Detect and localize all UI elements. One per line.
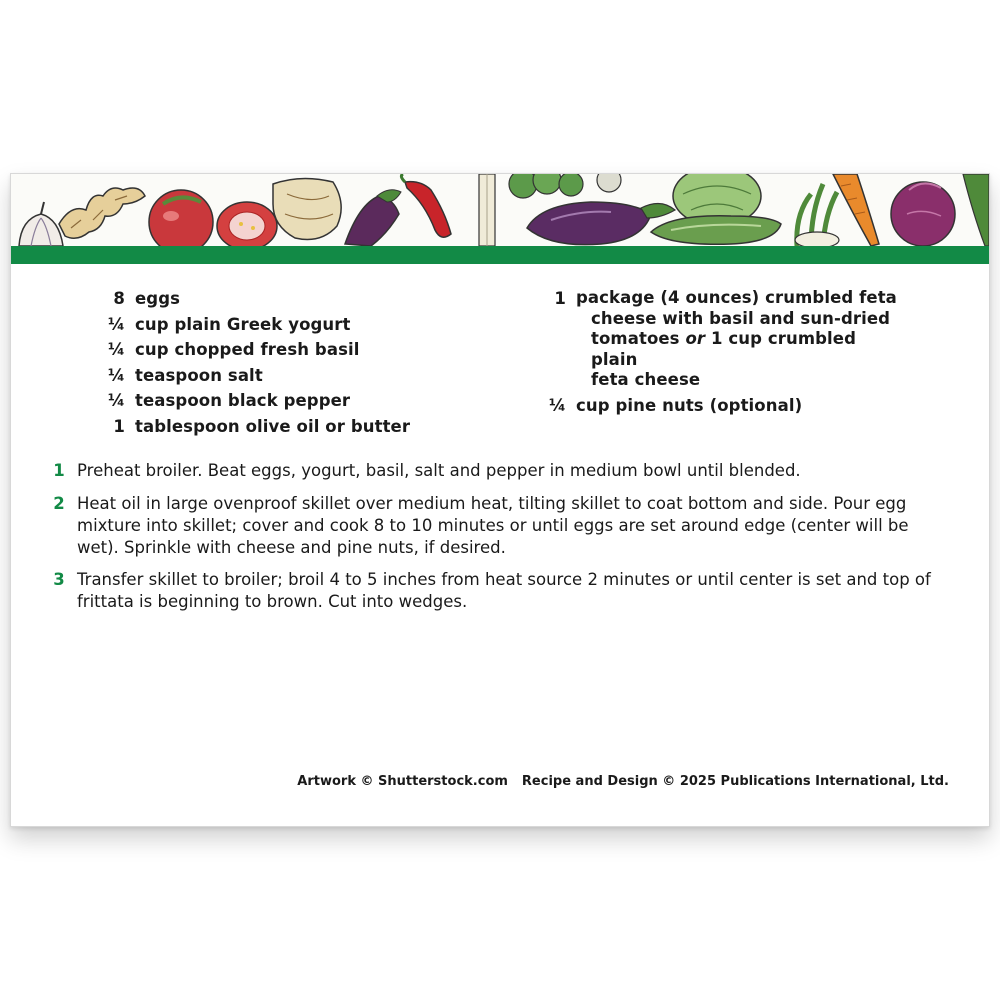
leek-icon [479, 174, 495, 246]
vegetable-illustration [11, 174, 989, 246]
beet-icon [891, 174, 989, 246]
eggplant-icon [345, 190, 401, 246]
accent-band [11, 246, 989, 264]
directions [51, 460, 951, 624]
ingredient-row [554, 286, 906, 391]
ingredient-qty: 1 [554, 289, 566, 308]
ingredient-item-line: feta cheese [591, 370, 701, 389]
garlic-icon [19, 202, 63, 246]
artwork-credit: Artwork © Shutterstock.com [297, 774, 508, 789]
step-text: Preheat broiler. Beat eggs, yogurt, basil, salt and pepper in medium bowl until blended. [77, 461, 801, 480]
step-number: 3 [53, 570, 65, 589]
root-icon [273, 178, 341, 239]
ingredient-item: cup chopped fresh basil [135, 340, 360, 360]
ingredient-row [107, 337, 410, 363]
ingredient-item-line: package (4 ounces) crumbled feta [576, 288, 897, 307]
ingredient-qty: 1 [113, 416, 125, 436]
ingredient-text: tomatoes [591, 329, 686, 348]
direction-step [51, 569, 951, 613]
cucumber-icon [651, 216, 781, 244]
ingredient-item-line [576, 329, 906, 370]
recipe-card [10, 173, 990, 827]
tomato-icon [149, 190, 213, 246]
ingredient-row [107, 363, 410, 389]
ingredient-row [113, 414, 411, 440]
tomato-half-icon [217, 202, 277, 246]
direction-step [51, 460, 951, 482]
recipe-credit: Recipe and Design © 2025 Publications International, Ltd. [521, 774, 949, 789]
chili-icon [401, 174, 451, 237]
ingredient-qty: ¼ [548, 395, 566, 415]
ingredient-qty: 8 [113, 289, 125, 308]
ingredient-item: teaspoon salt [135, 365, 263, 385]
ingredient-item: eggs [135, 289, 181, 308]
ingredients-right [548, 286, 906, 418]
ingredient-text: 1 cup crumbled plain [591, 329, 857, 369]
ingredient-row [113, 286, 410, 312]
ingredient-row [107, 388, 410, 414]
carrot-icon [833, 174, 879, 246]
ingredient-item-line: cheese with basil and sun-dried [591, 308, 891, 328]
broccoli-icon [509, 174, 621, 198]
ingredient-qty: ¼ [107, 314, 125, 334]
eggplant-icon [527, 202, 675, 245]
ingredient-item: tablespoon olive oil or butter [135, 416, 411, 436]
spring-onion-icon [795, 184, 839, 246]
ingredients-left [107, 286, 411, 440]
ingredient-qty: ¼ [107, 391, 125, 411]
step-number: 1 [53, 461, 65, 480]
ingredient-row [548, 393, 906, 419]
step-text: Transfer skillet to broiler; broil 4 to 5 inches from heat source 2 minutes or until center is set and top of frittata is beginning to brown. Cut into wedges. [77, 570, 931, 611]
copyright-footer [297, 774, 949, 789]
ingredient-item: cup plain Greek yogurt [135, 314, 351, 334]
ingredient-row [107, 312, 410, 338]
direction-step [51, 493, 951, 559]
step-number: 2 [53, 493, 65, 513]
ingredient-item: cup pine nuts (optional) [576, 395, 803, 415]
step-text: Heat oil in large ovenproof skillet over medium heat, tilting skillet to coat bottom and side. Pour egg mixture into skillet; cover and cook 8 to 10 minutes or until eggs are set around edge (center will be wet). Sprinkle with cheese and pine nuts, if desired. [77, 493, 909, 557]
ingredient-qty: ¼ [107, 365, 125, 385]
ginger-icon [59, 188, 145, 238]
ingredient-or: or [685, 329, 706, 348]
ingredient-item: teaspoon black pepper [135, 391, 351, 411]
vegetable-banner [11, 174, 989, 246]
ingredient-qty: ¼ [107, 340, 125, 360]
